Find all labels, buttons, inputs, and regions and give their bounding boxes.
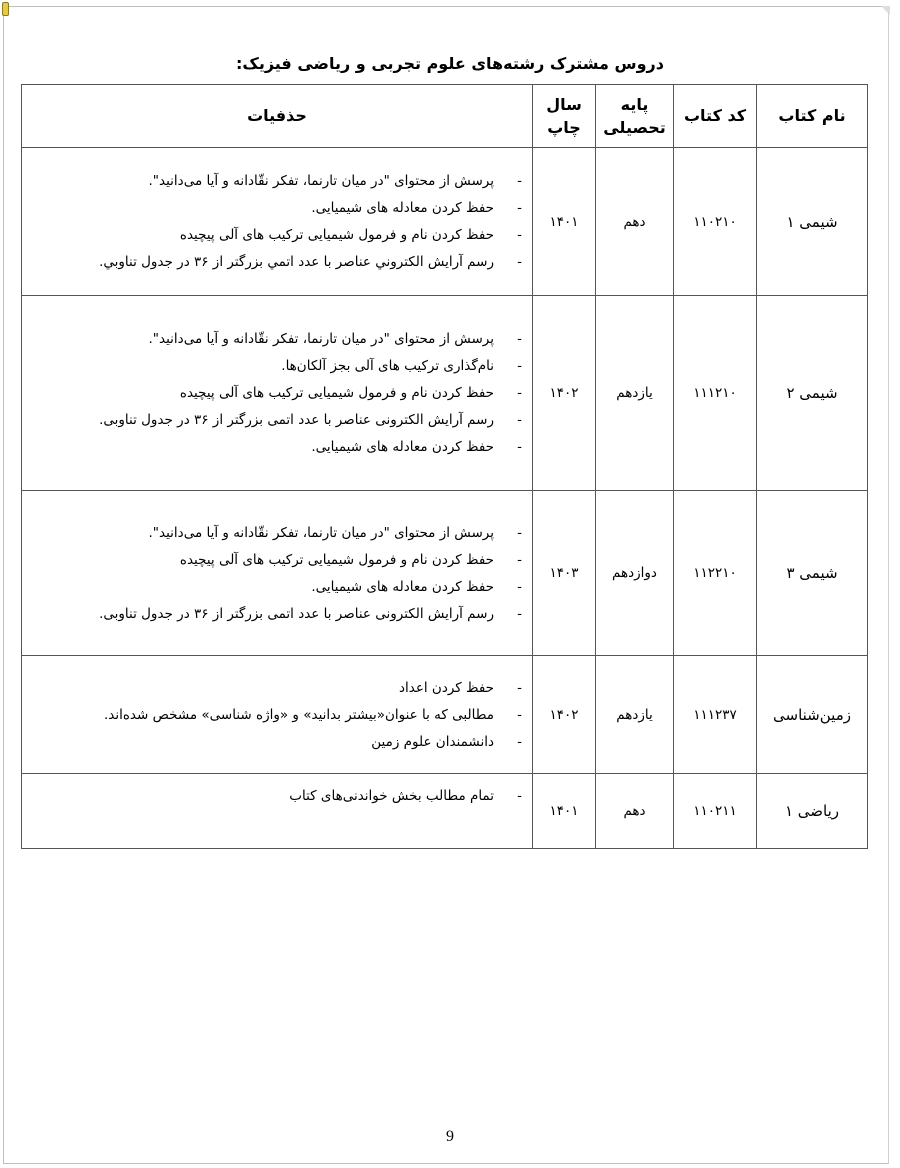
book-code-cell: ۱۱۱۲۳۷	[674, 656, 757, 774]
grade-cell: دهم	[596, 148, 674, 296]
pin-icon	[2, 2, 9, 16]
book-code-cell: ۱۱۰۲۱۱	[674, 774, 757, 849]
header-deletions: حذفیات	[22, 85, 533, 148]
book-name-cell: زمین‌شناسی	[757, 656, 868, 774]
deletion-item: - دانشمندان علوم زمین	[28, 731, 522, 753]
deletion-item: - حفظ کردن نام و فرمول شیمیایی ترکیب های آلی پیچیده	[28, 224, 522, 246]
book-name-cell: ریاضی ۱	[757, 774, 868, 849]
header-book-name: نام کتاب	[757, 85, 868, 148]
deletions-table	[21, 84, 868, 849]
print-year-cell: ۱۴۰۲	[533, 296, 596, 491]
grade-cell: یازدهم	[596, 296, 674, 491]
book-name-cell: شیمی ۲	[757, 296, 868, 491]
header-print-year: سال چاپ	[533, 85, 596, 148]
deletion-item: - پرسش از محتوای "در میان تارنما، تفکر نقّادانه و آیا می‌دانید".	[28, 522, 522, 544]
deletions-cell	[22, 774, 533, 849]
deletion-item: - نام‌گذاری ترکیب های آلی بجز آلکان‌ها.	[28, 355, 522, 377]
book-code-cell: ۱۱۱۲۱۰	[674, 296, 757, 491]
table-header-row	[22, 85, 868, 148]
deletion-item: - حفظ کردن نام و فرمول شیمیایی ترکیب های آلی پیچیده	[28, 549, 522, 571]
book-code-cell: ۱۱۰۲۱۰	[674, 148, 757, 296]
deletion-item: - حفظ کردن نام و فرمول شیمیایی ترکیب های آلی پیچیده	[28, 382, 522, 404]
table-row	[22, 148, 868, 296]
book-name-cell: شیمی ۳	[757, 491, 868, 656]
print-year-cell: ۱۴۰۱	[533, 774, 596, 849]
deletion-item: - حفظ کردن معادله های شیمیایی.	[28, 197, 522, 219]
deletions-cell	[22, 656, 533, 774]
book-name-cell: شیمی ۱	[757, 148, 868, 296]
table-row	[22, 491, 868, 656]
table-row	[22, 774, 868, 849]
deletion-item: - پرسش از محتوای "در میان تارنما، تفکر نقّادانه و آیا می‌دانید".	[28, 170, 522, 192]
deletions-cell	[22, 491, 533, 656]
deletion-item: - رسم آرایش الكتروني عناصر با عدد اتمي بزرگتر از ۳۶ در جدول تناوبي.	[28, 251, 522, 273]
grade-cell: یازدهم	[596, 656, 674, 774]
deletion-item: - حفظ کردن اعداد	[28, 677, 522, 699]
page-number: 9	[446, 1128, 454, 1145]
deletion-item: - پرسش از محتوای "در میان تارنما، تفکر نقّادانه و آیا می‌دانید".	[28, 328, 522, 350]
deletions-cell	[22, 296, 533, 491]
deletion-item: - حفظ کردن معادله های شیمیایی.	[28, 436, 522, 458]
table-row	[22, 656, 868, 774]
section-title: دروس مشترک رشته‌های علوم تجربی و ریاضی فیزیک:	[236, 54, 664, 73]
grade-cell: دهم	[596, 774, 674, 849]
deletion-item: - رسم آرایش الکترونی عناصر با عدد اتمی بزرگتر از ۳۶ در جدول تناوبی.	[28, 603, 522, 625]
header-grade: پایه تحصیلی	[596, 85, 674, 148]
print-year-cell: ۱۴۰۲	[533, 656, 596, 774]
deletion-item: - مطالبی که با عنوان«بیشتر بدانید» و «واژه شناسی» مشخص شده‌اند.	[28, 704, 522, 726]
book-code-cell: ۱۱۲۲۱۰	[674, 491, 757, 656]
header-book-code: کد کتاب	[674, 85, 757, 148]
deletion-item: - حفظ کردن معادله های شیمیایی.	[28, 576, 522, 598]
table-row	[22, 296, 868, 491]
deletion-item: - رسم آرایش الکترونی عناصر با عدد اتمی بزرگتر از ۳۶ در جدول تناوبی.	[28, 409, 522, 431]
print-year-cell: ۱۴۰۳	[533, 491, 596, 656]
print-year-cell: ۱۴۰۱	[533, 148, 596, 296]
deletion-item: - تمام مطالب بخش خواندنی‌های کتاب	[28, 785, 522, 807]
grade-cell: دوازدهم	[596, 491, 674, 656]
deletions-cell	[22, 148, 533, 296]
page-fold-icon	[881, 6, 890, 15]
